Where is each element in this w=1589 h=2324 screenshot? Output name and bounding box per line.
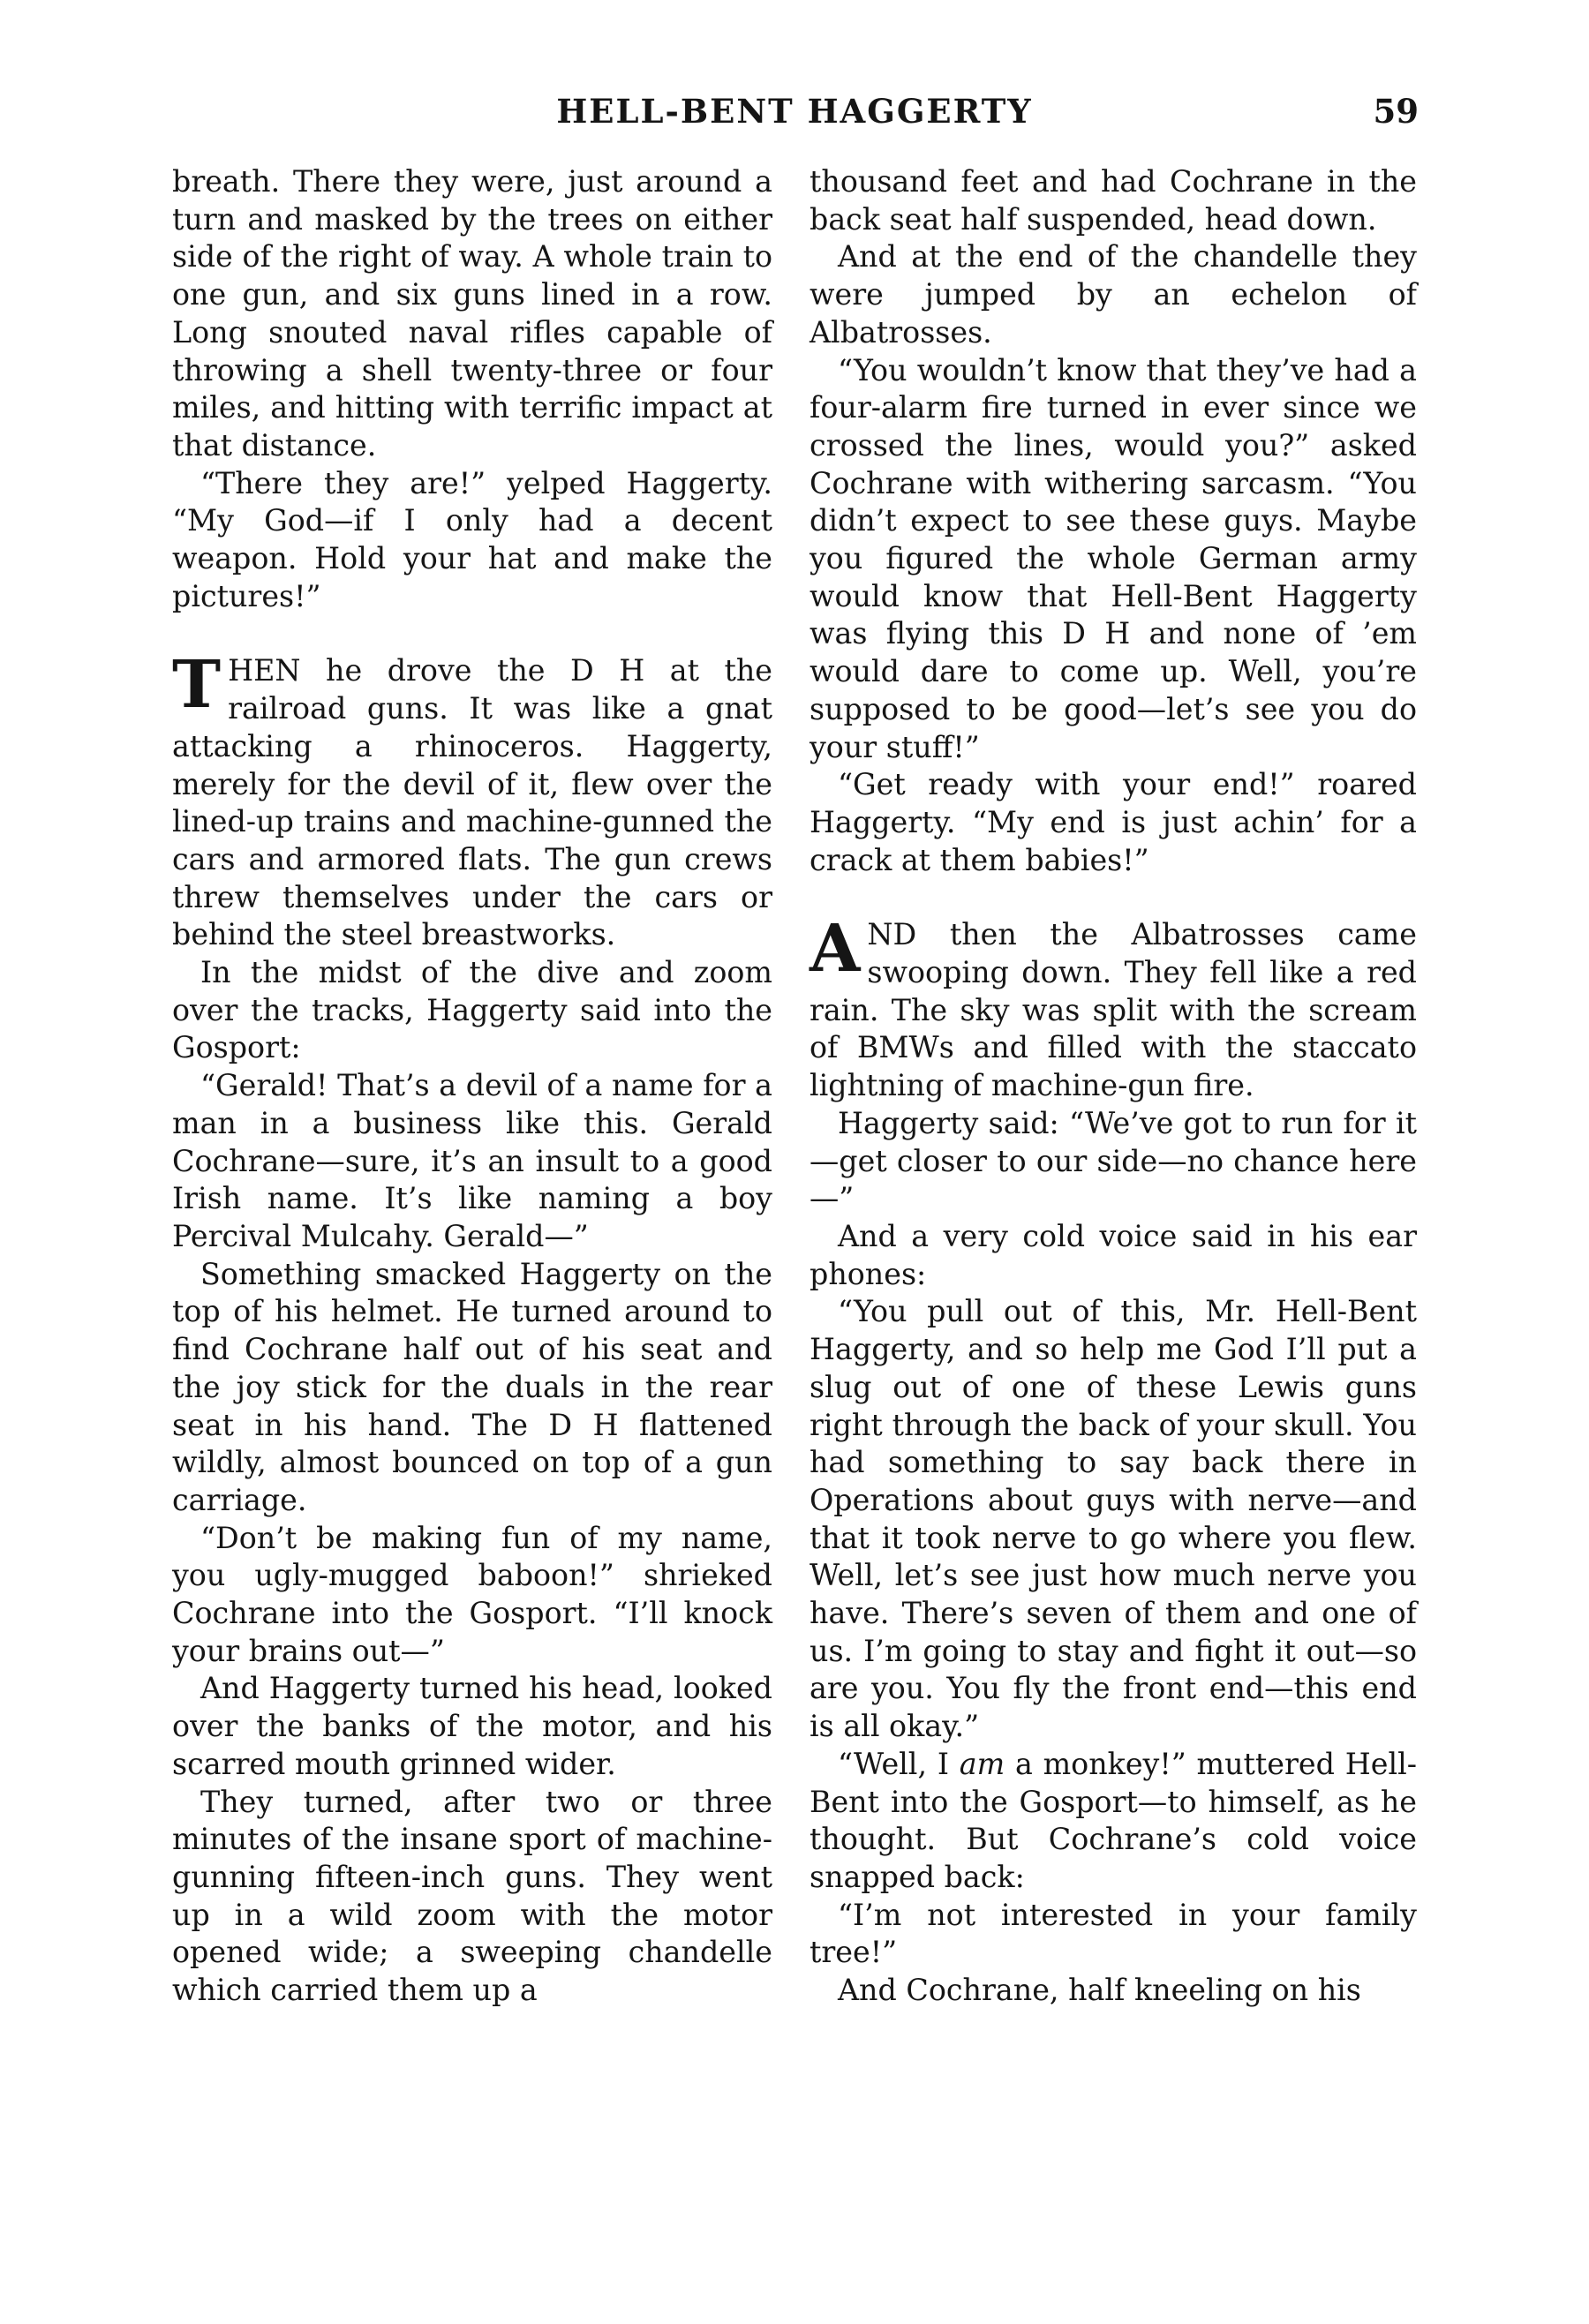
paragraph: “There they are!” yelped Haggerty. “My God—if I only had a decent weapon. Hold your hat and make the pictures!”	[172, 465, 772, 613]
paragraph: Haggerty said: “We’ve got to run for it—get closer to our side—no chance here—”	[810, 1105, 1417, 1216]
paragraph: “I’m not interested in your family tree!”	[810, 1897, 1417, 1970]
paragraph-text: ND then the Albatrosses came swooping down. They fell like a red rain. The sky was split with the scream of BMWs and filled with the staccato lightning of machine-gun fire.	[810, 917, 1417, 1103]
paragraph	[810, 1746, 1417, 1897]
section-break	[810, 879, 1417, 916]
paragraph-text: a monkey!” muttered Hell-Bent into the Gosport—to himself, as he thought. But Cochrane’s cold voice snapped back:	[810, 1746, 1417, 1894]
paragraph: “You wouldn’t know that they’ve had a four-alarm fire turned in ever since we crossed the lines, would you?” asked Cochrane with withering sarcasm. “You didn’t expect to see these guys. Maybe you figured the whole German army would know that Hell-Bent Haggerty was flying this D H and none of ’em would dare to come up. Well, you’re supposed to be good—let’s see you do your stuff!”	[810, 352, 1417, 764]
paragraph: And at the end of the chandelle they were jumped by an echelon of Albatrosses.	[810, 239, 1417, 350]
running-head-title: HELL-BENT HAGGERTY	[556, 92, 1033, 131]
paragraph: “Get ready with your end!” roared Haggerty. “My end is just achin’ for a crack at them babies!”	[810, 767, 1417, 877]
paragraph: breath. There they were, just around a turn and masked by the trees on either side of the right of way. A whole train to one gun, and six guns lined in a row. Long snouted naval rifles capable of throwing a shell twenty-three or four miles, and hitting with terrific impact at that distance.	[172, 164, 772, 463]
left-column	[172, 163, 772, 2010]
section-break	[172, 615, 772, 652]
paragraph: thousand feet and had Cochrane in the back seat half suspended, head down.	[810, 164, 1417, 237]
drop-cap: A	[810, 911, 861, 988]
paragraph: In the midst of the dive and zoom over the tracks, Haggerty said into the Gosport:	[172, 955, 772, 1065]
paragraph: And Haggerty turned his head, looked over the banks of the motor, and his scarred mouth grinned wider.	[172, 1671, 772, 1781]
right-column	[810, 163, 1417, 2010]
paragraph-text: “Well, I	[838, 1746, 960, 1781]
paragraph: “Gerald! That’s a devil of a name for a man in a business like this. Gerald Cochrane—sure, it’s an insult to a good Irish name. It’s like naming a boy Percival Mulcahy. Gerald—”	[172, 1068, 772, 1253]
paragraph: “Don’t be making fun of my name, you ugly-mugged baboon!” shrieked Cochrane into the Gosport. “I’ll knock your brains out—”	[172, 1520, 772, 1668]
paragraph: And Cochrane, half kneeling on his	[838, 1973, 1361, 2008]
running-head	[0, 88, 1589, 141]
paragraph: “You pull out of this, Mr. Hell-Bent Haggerty, and so help me God I’ll put a slug out of one of these Lewis guns right through the back of your skull. You had something to say back there in Operations about guys with nerve—and that it took nerve to go where you flew. Well, let’s see just how much nerve you have. There’s seven of them and one of us. I’m going to stay and fight it out—so are you. You fly the front end—this end is all okay.”	[810, 1294, 1417, 1744]
paragraph: They turned, after two or three minutes of the insane sport of machine-gunning fifteen-inch guns. They went up in a wild zoom with the motor opened wide; a sweeping chandelle which carried them up a	[172, 1784, 772, 2008]
paragraph: And a very cold voice said in his ear phones:	[810, 1218, 1417, 1291]
drop-cap: T	[172, 647, 222, 724]
page-number: 59	[1373, 92, 1419, 131]
paragraph: Something smacked Haggerty on the top of his helmet. He turned around to find Cochrane half out of his seat and the joy stick for the duals in the rear seat in his hand. The D H flattened wildly, almost bounced on top of a gun carriage.	[172, 1256, 772, 1517]
italic-emphasis: am	[959, 1746, 1005, 1781]
paragraph	[810, 911, 1417, 1105]
paragraph	[172, 647, 772, 954]
paragraph-text: HEN he drove the D H at the railroad guns. It was like a gnat attacking a rhinoceros. Haggerty, merely for the devil of it, flew over the lined-up trains and machine-gunned the cars and armored flats. The gun crews threw themselves under the cars or behind the steel breastworks.	[172, 653, 772, 952]
